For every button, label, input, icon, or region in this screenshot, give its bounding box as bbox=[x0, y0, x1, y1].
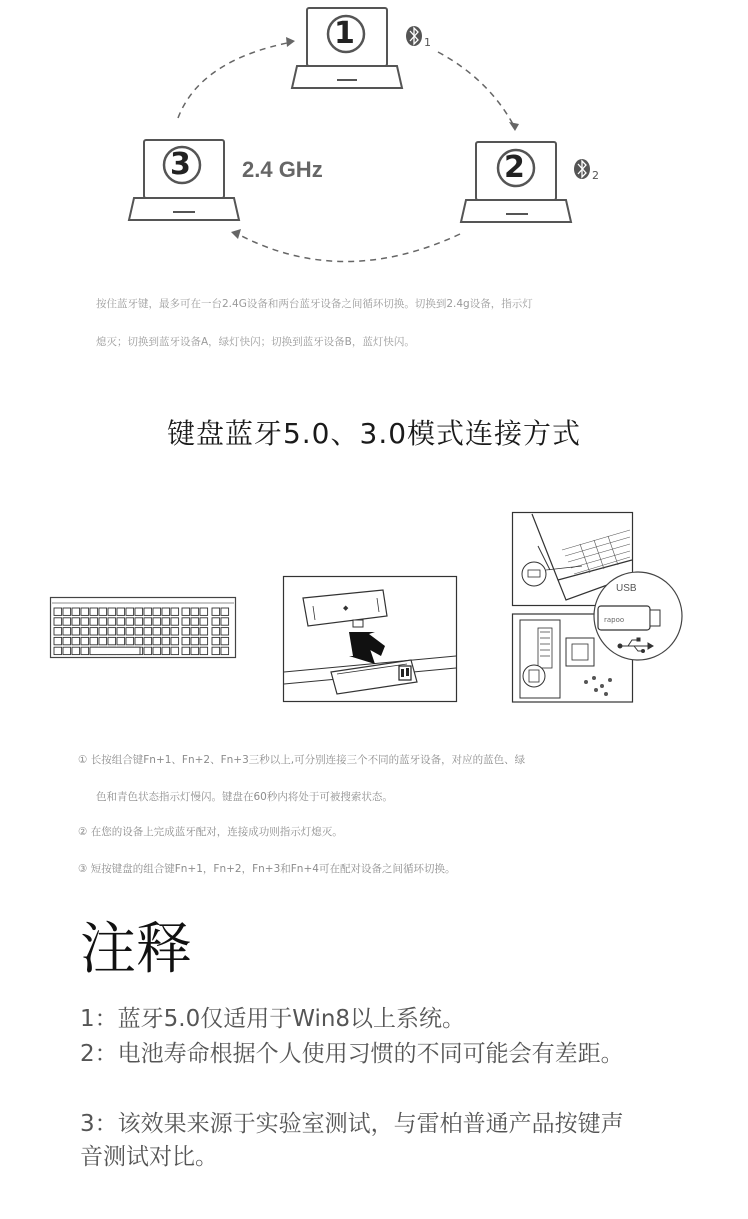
keyboard-key bbox=[135, 608, 143, 615]
keyboard-key bbox=[117, 618, 125, 625]
keyboard-key bbox=[81, 608, 89, 615]
keyboard-key bbox=[171, 647, 179, 654]
keyboard-key bbox=[135, 618, 143, 625]
keyboard-key bbox=[90, 628, 98, 635]
keyboard-key bbox=[162, 628, 170, 635]
keyboard-key bbox=[126, 618, 134, 625]
keyboard-key bbox=[144, 628, 152, 635]
step-1-line2: 色和青色状态指示灯慢闪。键盘在60秒内将处于可被搜索状态。 bbox=[96, 791, 393, 803]
keyboard-key bbox=[212, 647, 220, 654]
keyboard-key bbox=[212, 637, 220, 644]
keyboard-key bbox=[99, 618, 107, 625]
keyboard-key bbox=[81, 618, 89, 625]
keyboard-key bbox=[72, 618, 80, 625]
step-1-line1: ① 长按组合键Fn+1、Fn+2、Fn+3三秒以上,可分别连接三个不同的蓝牙设备，对应的蓝色、绿 bbox=[78, 754, 526, 766]
keyboard-key bbox=[117, 637, 125, 644]
keyboard-key bbox=[90, 618, 98, 625]
laptop-2-number: 2 bbox=[504, 150, 525, 185]
usb-label: USB bbox=[616, 583, 637, 594]
keyboard-key bbox=[200, 618, 208, 625]
keyboard-key bbox=[212, 608, 220, 615]
bluetooth-2-subscript: 2 bbox=[592, 169, 599, 182]
step-2: ② 在您的设备上完成蓝牙配对，连接成功则指示灯熄灭。 bbox=[78, 826, 343, 838]
keyboard-key bbox=[182, 628, 190, 635]
usb-receiver-illustration bbox=[510, 510, 686, 706]
keyboard-key bbox=[72, 637, 80, 644]
keyboard-key bbox=[144, 637, 152, 644]
keyboard-key bbox=[54, 608, 62, 615]
diagram-caption-line2: 熄灭；切换到蓝牙设备A，绿灯快闪；切换到蓝牙设备B，蓝灯快闪。 bbox=[96, 336, 415, 348]
keyboard-key bbox=[200, 628, 208, 635]
keyboard-key bbox=[108, 637, 116, 644]
keyboard-key bbox=[144, 647, 152, 654]
keyboard-key bbox=[54, 628, 62, 635]
keyboard-key bbox=[162, 637, 170, 644]
keyboard-illustration bbox=[50, 597, 236, 659]
step-3: ③ 短按键盘的组合键Fn+1，Fn+2，Fn+3和Fn+4可在配对设备之间循环切换。 bbox=[78, 863, 456, 875]
keyboard-key bbox=[171, 618, 179, 625]
keyboard-key bbox=[182, 637, 190, 644]
keyboard-key bbox=[153, 628, 161, 635]
keyboard-key bbox=[63, 628, 71, 635]
keyboard-key bbox=[191, 608, 199, 615]
keyboard-key bbox=[162, 608, 170, 615]
keyboard-key bbox=[72, 647, 80, 654]
battery-cover-illustration bbox=[283, 576, 457, 702]
pairing-diagram-graphic bbox=[0, 0, 748, 270]
keyboard-key bbox=[54, 637, 62, 644]
bluetooth-1-icon bbox=[406, 26, 422, 46]
keyboard-key bbox=[117, 608, 125, 615]
keyboard-key bbox=[221, 647, 229, 654]
keyboard-key bbox=[126, 637, 134, 644]
keyboard-key bbox=[135, 637, 143, 644]
keyboard-key bbox=[135, 628, 143, 635]
keyboard-key bbox=[182, 608, 190, 615]
keyboard-key bbox=[144, 618, 152, 625]
keyboard-key bbox=[54, 618, 62, 625]
note-1: 1：蓝牙5.0仅适用于Win8以上系统。 bbox=[80, 1006, 466, 1032]
usb-dongle-icon bbox=[598, 606, 660, 630]
keyboard-key bbox=[221, 618, 229, 625]
keyboard-key bbox=[221, 608, 229, 615]
keyboard-key bbox=[108, 628, 116, 635]
keyboard-key bbox=[90, 647, 140, 654]
keyboard-key bbox=[212, 628, 220, 635]
diagram-caption-line1: 按住蓝牙键，最多可在一台2.4G设备和两台蓝牙设备之间循环切换。切换到2.4g设备，指示灯 bbox=[96, 298, 533, 310]
keyboard-key bbox=[81, 628, 89, 635]
laptop-3-number: 3 bbox=[170, 147, 191, 182]
keyboard-key bbox=[126, 628, 134, 635]
keyboard-key bbox=[99, 628, 107, 635]
keyboard-key bbox=[191, 647, 199, 654]
keyboard-key bbox=[90, 608, 98, 615]
keyboard-key bbox=[63, 608, 71, 615]
keyboard-key bbox=[108, 608, 116, 615]
bluetooth-1-subscript: 1 bbox=[424, 36, 431, 49]
laptop-1-number: 1 bbox=[334, 16, 355, 51]
bluetooth-2-icon bbox=[574, 159, 590, 179]
keyboard-key bbox=[200, 608, 208, 615]
keyboard-key bbox=[90, 637, 98, 644]
keyboard-key bbox=[126, 608, 134, 615]
section-title: 键盘蓝牙5.0、3.0模式连接方式 bbox=[166, 417, 582, 450]
keyboard-key bbox=[81, 637, 89, 644]
keyboard-key bbox=[153, 608, 161, 615]
keyboard-key bbox=[191, 618, 199, 625]
keyboard-key bbox=[182, 647, 190, 654]
keyboard-key bbox=[200, 647, 208, 654]
keyboard-key bbox=[54, 647, 62, 654]
keyboard-key bbox=[63, 647, 71, 654]
keyboard-key bbox=[72, 608, 80, 615]
svg-text:rapoo: rapoo bbox=[604, 616, 625, 624]
keyboard-key bbox=[171, 628, 179, 635]
keyboard-key bbox=[63, 637, 71, 644]
keyboard-key bbox=[191, 628, 199, 635]
keyboard-key bbox=[153, 618, 161, 625]
keyboard-key bbox=[153, 647, 161, 654]
notes-title: 注释 bbox=[80, 917, 192, 982]
note-3: 3：该效果来源于实验室测试，与雷柏普通产品按键声音测试对比。 bbox=[80, 1111, 624, 1170]
keyboard-key bbox=[162, 618, 170, 625]
keyboard-key bbox=[153, 637, 161, 644]
keyboard-key bbox=[171, 637, 179, 644]
keyboard-key bbox=[117, 628, 125, 635]
svg-text:◆: ◆ bbox=[343, 604, 349, 612]
keyboard-key bbox=[221, 628, 229, 635]
keyboard-key bbox=[72, 628, 80, 635]
keyboard-key bbox=[221, 637, 229, 644]
note-2: 2：电池寿命根据个人使用习惯的不同可能会有差距。 bbox=[80, 1041, 624, 1067]
keyboard-key bbox=[81, 647, 89, 654]
keyboard-key bbox=[108, 618, 116, 625]
keyboard-key bbox=[162, 647, 170, 654]
keyboard-key bbox=[63, 618, 71, 625]
keyboard-key bbox=[144, 608, 152, 615]
keyboard-key bbox=[191, 637, 199, 644]
keyboard-key bbox=[99, 637, 107, 644]
keyboard-key bbox=[99, 608, 107, 615]
keyboard-key bbox=[212, 618, 220, 625]
keyboard-key bbox=[182, 618, 190, 625]
keyboard-key bbox=[171, 608, 179, 615]
keyboard-key bbox=[200, 637, 208, 644]
frequency-label: 2.4 GHz bbox=[242, 157, 323, 182]
